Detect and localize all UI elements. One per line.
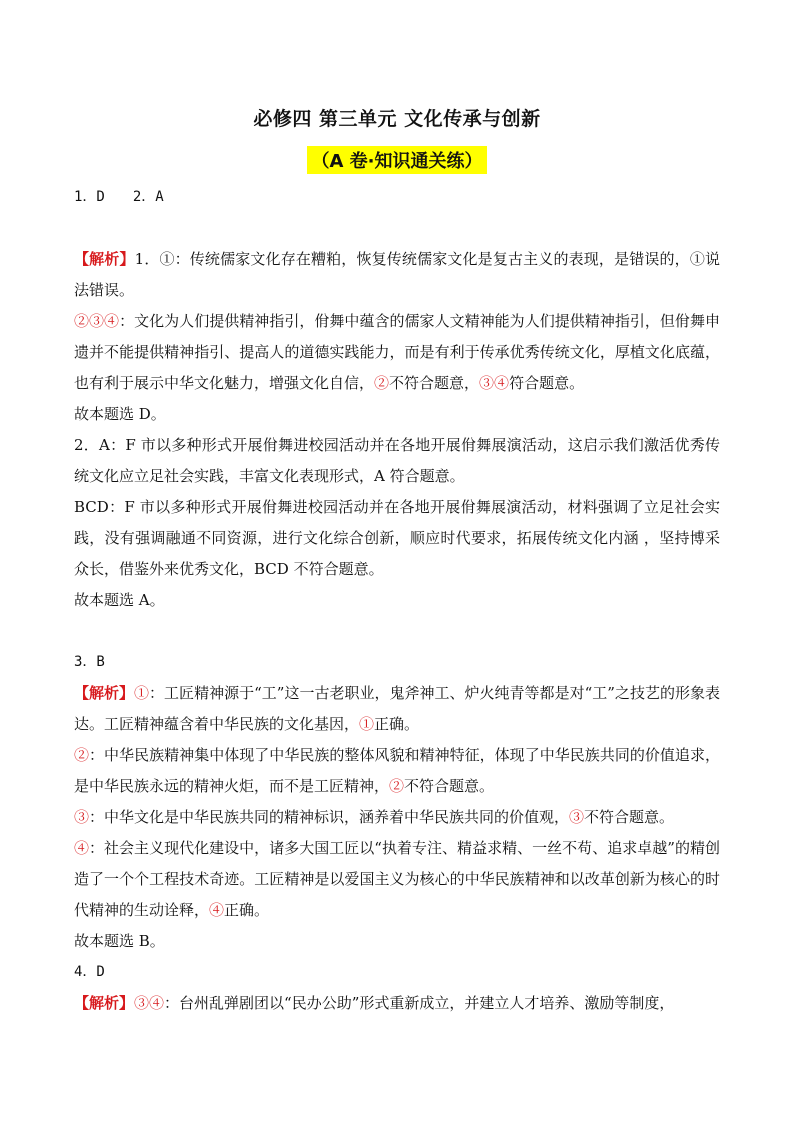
page-title: 必修四 第三单元 文化传承与创新 [253, 108, 541, 130]
analysis-tag: 【解析】 [74, 250, 135, 268]
spacer [74, 616, 720, 647]
q2-analysis-line-2: BCD：F 市以多种形式开展佾舞进校园活动并在各地开展佾舞展演活动，材料强调了立足社会实践，没有强调融通不同资源，进行文化综合创新，顺应时代要求，拓展传统文化内涵 ，坚持博采众长，借鉴外来优秀文化，BCD 不符合题意。 [74, 498, 720, 578]
q3-analysis-line-3: ③：中华文化是中华民族共同的精神标识，涵养着中华民族共同的价值观，③不符合题意。 [74, 808, 675, 826]
q1-conclusion: 故本题选 D。 [74, 405, 166, 423]
spacer [74, 213, 720, 244]
q3-conclusion: 故本题选 B。 [74, 932, 165, 950]
page-subtitle: （A 卷·知识通关练） [307, 146, 486, 174]
answer-4: 4．D [74, 964, 105, 980]
analysis-tag: 【解析】 [74, 684, 135, 702]
q3-analysis-line-4: ④：社会主义现代化建设中，诸多大国工匠以“执着专注、精益求精、一丝不苟、追求卓越”的精创造了一个个工程技术奇迹。工匠精神是以爱国主义为核心的中华民族精神和以改革创新为核心的时代精神的生动诠释，④正确。 [74, 839, 720, 919]
q2-analysis-line-1: 2．A：F 市以多种形式开展佾舞进校园活动并在各地开展佾舞展演活动，这启示我们激活优秀传统文化应立足社会实践，丰富文化表现形式，A 符合题意。 [74, 436, 720, 485]
subtitle-container [0, 146, 794, 174]
q4-analysis-line-1: 【解析】③④：台州乱弹剧团以“民办公助”形式重新成立，并建立人才培养、激励等制度， [74, 994, 675, 1012]
q2-conclusion: 故本题选 A。 [74, 591, 165, 609]
answer-3: 3．B [74, 654, 105, 670]
q3-analysis-line-1: 【解析】①：工匠精神源于“工”这一古老职业，鬼斧神工、炉火纯青等都是对“工”之技艺的形象表达。工匠精神蕴含着中华民族的文化基因，①正确。 [74, 684, 720, 733]
q3-analysis-line-2: ②：中华民族精神集中体现了中华民族的整体风貌和精神特征，体现了中华民族共同的价值追求，是中华民族永远的精神火炬，而不是工匠精神，②不符合题意。 [74, 746, 720, 795]
answer-1: 1．D [74, 189, 105, 205]
q1-analysis-line-1: 【解析】1．①：传统儒家文化存在糟粕，恢复传统儒家文化是复古主义的表现，是错误的，①说法错误。 [74, 250, 720, 299]
analysis-tag: 【解析】 [74, 994, 135, 1012]
document-body [74, 182, 720, 1019]
answer-line-1-2 [74, 182, 720, 213]
q1-analysis-line-2: ②③④：文化为人们提供精神指引，佾舞中蕴含的儒家人文精神能为人们提供精神指引，但佾舞申遗并不能提供精神指引、提高人的道德实践能力，而是有利于传承优秀传统文化，厚植文化底蕴，也有利于展示中华文化魅力，增强文化自信，②不符合题意，③④符合题意。 [74, 312, 720, 392]
answer-2: 2．A [132, 189, 164, 205]
